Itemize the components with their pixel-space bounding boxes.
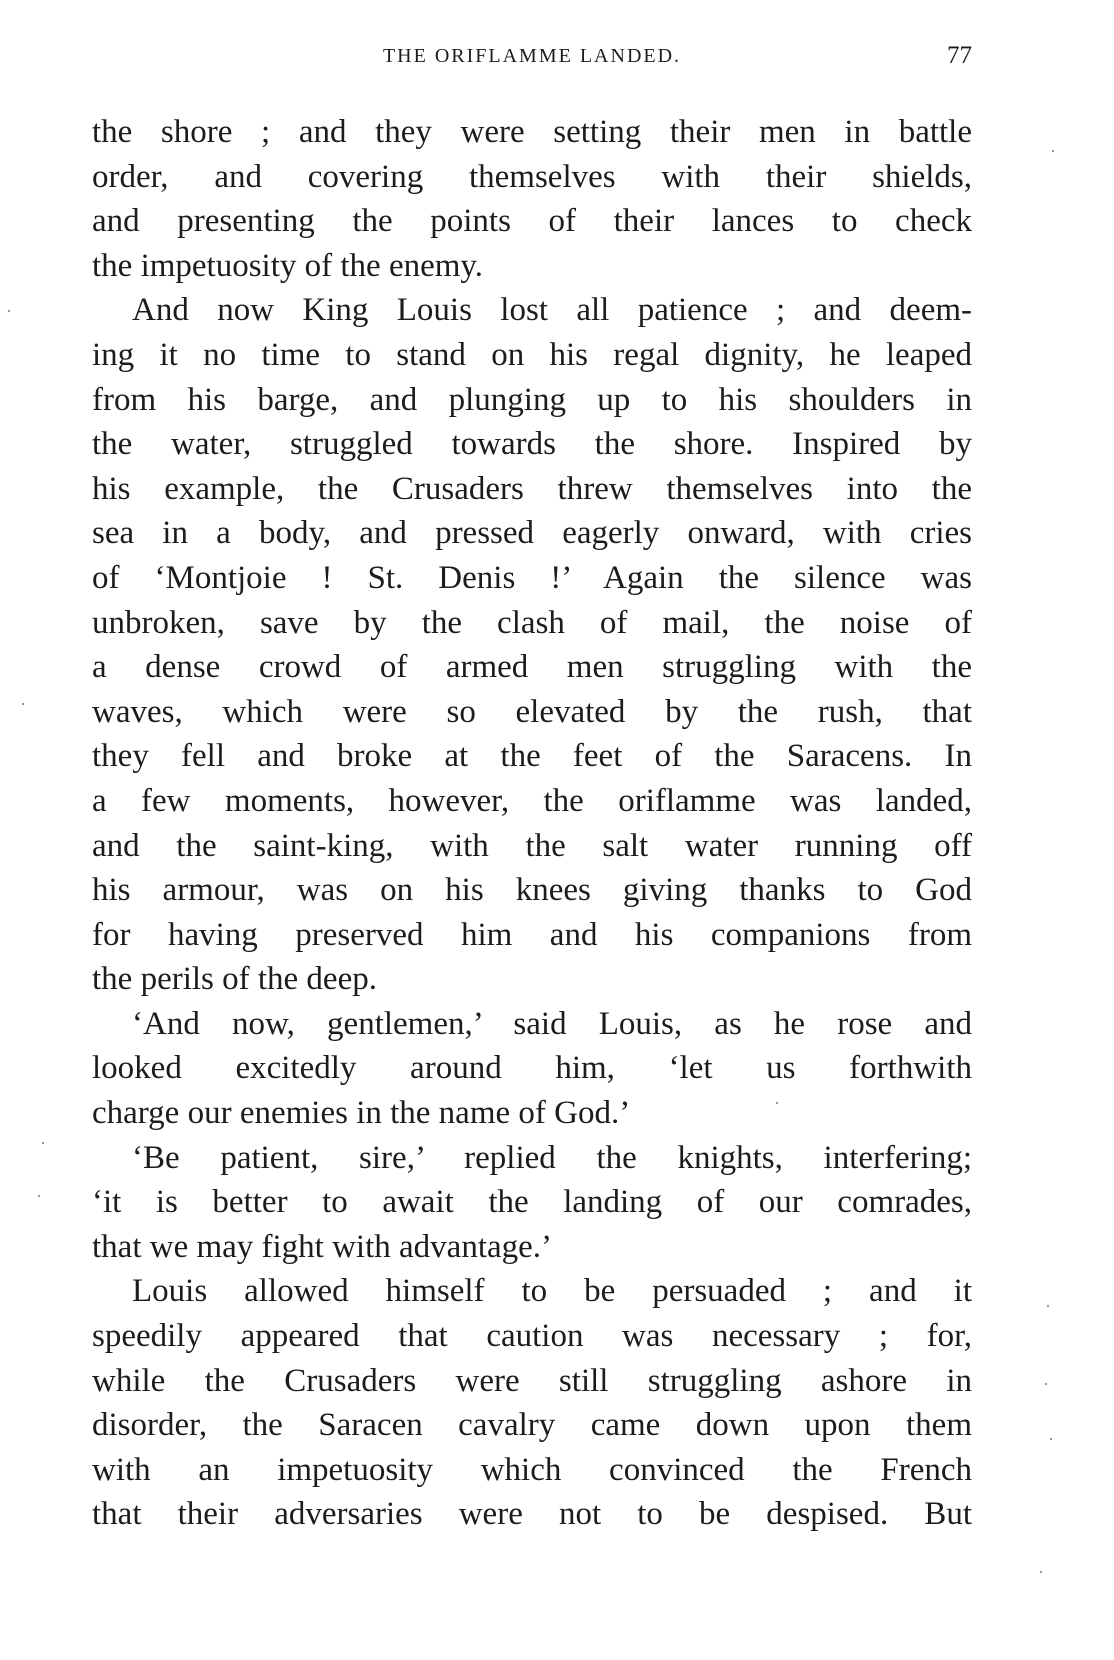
text-line: while the Crusaders were still struggling ashore in xyxy=(92,1362,972,1399)
text-line: his example, the Crusaders threw themselves into the xyxy=(92,470,972,507)
text-line: Louis allowed himself to be persuaded ; and it xyxy=(132,1273,972,1310)
paragraph xyxy=(92,1002,972,1136)
text-line: the impetuosity of the enemy. xyxy=(92,247,484,284)
speck xyxy=(8,310,10,312)
speck xyxy=(1050,1438,1052,1440)
paragraph xyxy=(92,1269,972,1537)
speck xyxy=(42,1142,44,1144)
speck xyxy=(1052,150,1054,152)
paragraph xyxy=(92,1136,972,1270)
text-line: looked excitedly around him, ‘let us forthwith xyxy=(92,1050,972,1087)
text-line: order, and covering themselves with their shields, xyxy=(92,158,972,195)
text-line: that we may fight with advantage.’ xyxy=(92,1228,553,1265)
text-line: And now King Louis lost all patience ; and deem- xyxy=(132,292,972,329)
text-line: and presenting the points of their lances to check xyxy=(92,203,972,240)
text-line: sea in a body, and pressed eagerly onward, with cries xyxy=(92,515,972,552)
text-line: of ‘Montjoie ! St. Denis !’ Again the silence was xyxy=(92,559,972,596)
text-line: disorder, the Saracen cavalry came down upon them xyxy=(92,1407,972,1444)
paragraph xyxy=(92,288,972,1002)
page-number: 77 xyxy=(947,42,972,69)
text-line: and the saint-king, with the salt water running off xyxy=(92,827,972,864)
speck xyxy=(1045,1383,1047,1385)
speck xyxy=(22,703,24,705)
text-line: a few moments, however, the oriflamme was landed, xyxy=(92,782,972,819)
text-line: unbroken, save by the clash of mail, the noise of xyxy=(92,604,972,641)
speck xyxy=(1047,1305,1049,1307)
text-line: the perils of the deep. xyxy=(92,961,377,998)
text-line: speedily appeared that caution was necessary ; for, xyxy=(92,1318,972,1355)
text-line: with an impetuosity which convinced the French xyxy=(92,1451,972,1488)
speck xyxy=(38,1195,40,1197)
text-line: they fell and broke at the feet of the Saracens. In xyxy=(92,738,972,775)
running-head xyxy=(92,38,972,74)
text-line: ‘Be patient, sire,’ replied the knights, interfering; xyxy=(132,1139,972,1176)
text-line: charge our enemies in the name of God.’ xyxy=(92,1095,631,1132)
speck xyxy=(1040,1571,1042,1573)
running-title: THE ORIFLAMME LANDED. xyxy=(382,45,682,67)
text-line: for having preserved him and his companions from xyxy=(92,916,972,953)
text-line: ing it no time to stand on his regal dignity, he leaped xyxy=(92,336,972,373)
text-line: ‘it is better to await the landing of our comrades, xyxy=(92,1184,972,1221)
text-line: waves, which were so elevated by the rush, that xyxy=(92,693,972,730)
text-line: his armour, was on his knees giving thanks to God xyxy=(92,872,972,909)
text-line: from his barge, and plunging up to his shoulders in xyxy=(92,381,972,418)
body-text xyxy=(92,110,972,1537)
text-line: the shore ; and they were setting their men in battle xyxy=(92,114,972,150)
text-line: that their adversaries were not to be despised. But xyxy=(92,1496,972,1533)
text-line: the water, struggled towards the shore. Inspired by xyxy=(92,426,972,463)
text-line: ‘And now, gentlemen,’ said Louis, as he rose and xyxy=(132,1005,972,1042)
paragraph xyxy=(92,110,972,288)
speck xyxy=(776,1102,778,1104)
text-line: a dense crowd of armed men struggling with the xyxy=(92,649,972,686)
